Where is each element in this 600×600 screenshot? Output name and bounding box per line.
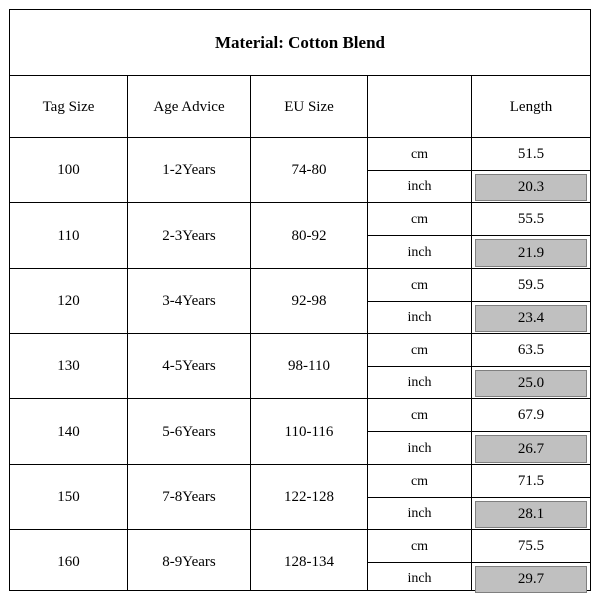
length-cm-cell: 59.5: [517, 277, 545, 293]
sub-row-divider: [367, 431, 590, 432]
length-cm-cell: 67.9: [517, 407, 545, 423]
tag-size-cell: 160: [57, 554, 80, 570]
eu-size-cell: 92-98: [291, 293, 327, 309]
length-cm-cell: 63.5: [517, 342, 545, 358]
length-inch-cell: 29.7: [475, 566, 587, 593]
length-inch-cell: 25.0: [475, 370, 587, 397]
unit-inch-label: inch: [407, 310, 432, 325]
tag-size-cell: 100: [57, 162, 80, 178]
unit-inch-label: inch: [407, 571, 432, 586]
age-advice-cell: 5-6Years: [162, 423, 216, 440]
length-cm-cell: 75.5: [517, 538, 545, 554]
sub-row-divider: [367, 301, 590, 302]
sub-row-divider: [367, 235, 590, 236]
length-inch-cell: 20.3: [475, 174, 587, 201]
unit-cm-label: cm: [410, 473, 429, 489]
header-tag-size: Tag Size: [42, 98, 95, 115]
unit-inch-label: inch: [407, 375, 432, 390]
unit-cm-label: cm: [410, 146, 429, 162]
unit-cm-label: cm: [410, 407, 429, 423]
unit-inch-label: inch: [407, 179, 432, 194]
length-cm-cell: 51.5: [517, 146, 545, 162]
table-title: Material: Cotton Blend: [10, 10, 590, 76]
length-inch-cell: 28.1: [475, 501, 587, 528]
eu-size-cell: 98-110: [288, 358, 330, 374]
length-inch-cell: 23.4: [475, 305, 587, 332]
age-advice-cell: 7-8Years: [162, 489, 216, 505]
header-age-advice: Age Advice: [153, 98, 225, 115]
tag-size-cell: 140: [57, 423, 80, 440]
unit-cm-label: cm: [410, 538, 429, 554]
eu-size-cell: 74-80: [291, 162, 327, 178]
tag-size-cell: 150: [57, 489, 80, 505]
eu-size-cell: 122-128: [284, 489, 334, 505]
unit-cm-label: cm: [410, 342, 429, 358]
header-length: Length: [509, 98, 553, 115]
unit-cm-label: cm: [410, 211, 429, 227]
tag-size-cell: 110: [57, 227, 80, 244]
sub-row-divider: [367, 562, 590, 563]
eu-size-cell: 110-116: [284, 423, 334, 440]
length-inch-cell: 26.7: [475, 435, 587, 463]
age-advice-cell: 3-4Years: [162, 293, 216, 309]
tag-size-cell: 130: [57, 358, 80, 374]
length-cm-cell: 55.5: [517, 211, 545, 227]
age-advice-cell: 8-9Years: [162, 554, 216, 570]
sub-row-divider: [367, 170, 590, 171]
unit-cm-label: cm: [410, 277, 429, 293]
unit-inch-label: inch: [407, 506, 432, 521]
age-advice-cell: 1-2Years: [162, 162, 216, 178]
age-advice-cell: 2-3Years: [162, 227, 216, 244]
header-eu-size: EU Size: [284, 98, 334, 115]
length-inch-cell: 21.9: [475, 239, 587, 267]
eu-size-cell: 80-92: [291, 227, 327, 244]
unit-inch-label: inch: [407, 244, 432, 260]
size-chart-table: [9, 9, 591, 591]
unit-inch-label: inch: [407, 440, 432, 456]
sub-row-divider: [367, 497, 590, 498]
eu-size-cell: 128-134: [284, 554, 334, 570]
tag-size-cell: 120: [57, 293, 80, 309]
age-advice-cell: 4-5Years: [162, 358, 216, 374]
header-unit: [368, 76, 471, 138]
sub-row-divider: [367, 366, 590, 367]
length-cm-cell: 71.5: [517, 473, 545, 489]
